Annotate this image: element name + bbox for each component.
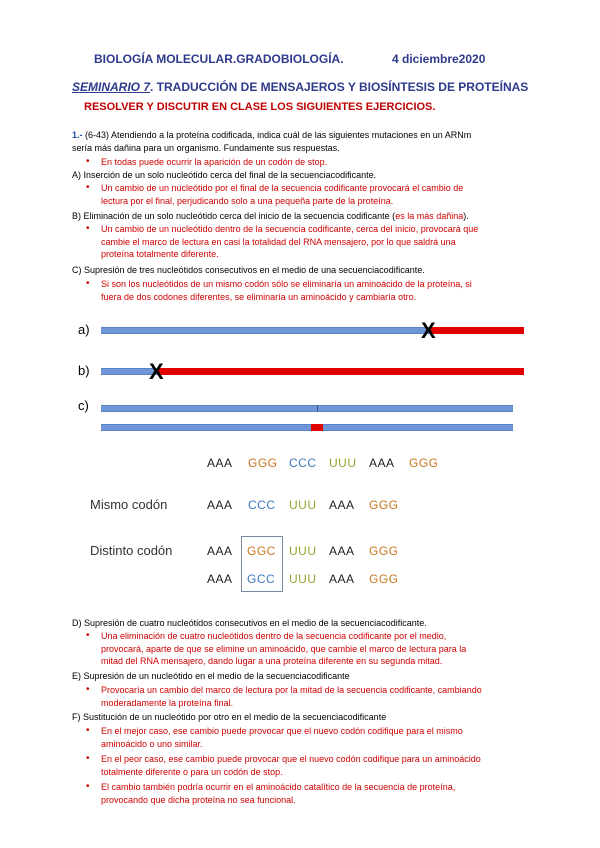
item-c-answer: • Si son los nucleótidos de un mismo codón sólo se eliminaría un aminoácido de la proteína, si fuera de dos codones diferentes, se eliminaría un aminoácido y cambiaría otro. (101, 278, 541, 303)
mutation-mark-a: X (421, 318, 436, 343)
item-d-answer: • Una eliminación de cuatro nucleótidos dentro de la secuencia codificante por el medio, provocará, aparte de que se elimine un aminoácido, que cambie el marco de lectura para la mitad del RNA mensajero, dando lugar a una proteína diferente en su segunda mitad. (101, 630, 541, 668)
item-e-answer: • Provocaría un cambio del marco de lectura por la mitad de la secuencia codificante, cambiando moderadamente la proteína final. (101, 684, 541, 709)
item-b-text: Eliminación de un solo nucleótido cerca del inicio de la secuencia codificante ( (81, 211, 396, 221)
item-c-label: C) (72, 265, 82, 275)
instruction: RESOLVER Y DISCUTIR EN CLASE LOS SIGUIENTES EJERCICIOS. (84, 101, 436, 113)
question-text (72, 129, 542, 154)
item-c (72, 264, 425, 277)
question-line2: sería más dañina para un organismo. Fundamente sus respuestas. (72, 142, 340, 153)
same-codon-label: Mismo codón (90, 497, 168, 512)
general-answer: • En todas puede ocurrir la aparición de un codón de stop. (101, 156, 327, 169)
seminar-label: SEMINARIO 7 (72, 80, 151, 94)
question-ref: (6-43) (85, 130, 110, 140)
item-b-label: B) (72, 211, 81, 221)
item-f-answer-2: • En el peor caso, ese cambio puede provocar que el nuevo codón codifique para un aminoácido totalmente diferente o para un codón de stop. (101, 753, 541, 778)
item-c-text: Supresión de tres nucleótidos consecutivos en el medio de una secuenciacodificante. (81, 265, 425, 275)
item-e-label: E) (72, 671, 81, 681)
mutation-mark-b: X (149, 359, 164, 384)
item-a (72, 169, 376, 182)
item-a-text: Inserción de un solo nucleótido cerca del final de la secuenciacodificante. (81, 170, 377, 180)
item-e (72, 670, 350, 683)
item-a-label: A) (72, 170, 81, 180)
item-f-text: Sustitución de un nucleótido por otro en el medio de la secuenciacodificante (80, 712, 387, 722)
item-f-answer-1: • En el mejor caso, ese cambio puede provocar que el nuevo codón codifique para el mismo aminoácido o uno similar. (101, 725, 541, 750)
item-b-highlight: es la más dañina (395, 211, 464, 221)
item-d (72, 617, 427, 630)
item-f (72, 711, 386, 724)
item-f-label: F) (72, 712, 81, 722)
bar-c-deletion (311, 424, 323, 431)
bar-c-cut (317, 405, 318, 412)
item-d-text: Supresión de cuatro nucleótidos consecutivos en el medio de la secuenciacodificante. (81, 618, 427, 628)
item-b-answer: • Un cambio de un nucleótido dentro de la secuencia codificante, cerca del inicio, provocará que cambie el marco de lectura en casi la totalidad del RNA mensajero, por lo que saldrá una proteína totalmente diferente. (101, 223, 541, 261)
seminar-subtitle: . TRADUCCIÓN DE MENSAJEROS Y BIOSÍNTESIS DE PROTEÍNAS (150, 80, 529, 94)
seminar-title (72, 80, 528, 94)
item-f-answer-3: • El cambio también podría ocurrir en el aminoácido catalítico de la secuencia de proteína, provocando que dicha proteína no sea funcional. (101, 781, 541, 806)
bar-a-blue (101, 327, 429, 334)
diff-codon-label: Distinto codón (90, 543, 173, 558)
bar-label-c: c) (78, 398, 89, 413)
question-number: 1.- (72, 130, 83, 140)
bar-a-red (429, 327, 524, 334)
item-b: B) Eliminación de un solo nucleótido cerca del inicio de la secuencia codificante (es la más dañina). (72, 211, 469, 221)
item-e-text: Supresión de un nucleótido en el medio de la secuenciacodificante (81, 671, 350, 681)
bar-c-bottom (101, 424, 513, 431)
bar-c-top (101, 405, 513, 412)
bar-b-red (157, 368, 524, 375)
bar-label-b: b) (78, 363, 90, 378)
question-line1: Atendiendo a la proteína codificada, indica cuál de las siguientes mutaciones en un ARNm (109, 130, 472, 140)
course-title: BIOLOGÍA MOLECULAR.GRADOBIOLOGÍA. (94, 52, 344, 66)
item-d-label: D) (72, 618, 82, 628)
item-a-answer: • Un cambio de un nucleótido por el final de la secuencia codificante provocará el cambio de lectura por el final, perjudicando solo a una pequeña parte de la proteína. (101, 182, 541, 207)
bar-label-a: a) (78, 322, 90, 337)
date: 4 diciembre2020 (392, 52, 486, 66)
